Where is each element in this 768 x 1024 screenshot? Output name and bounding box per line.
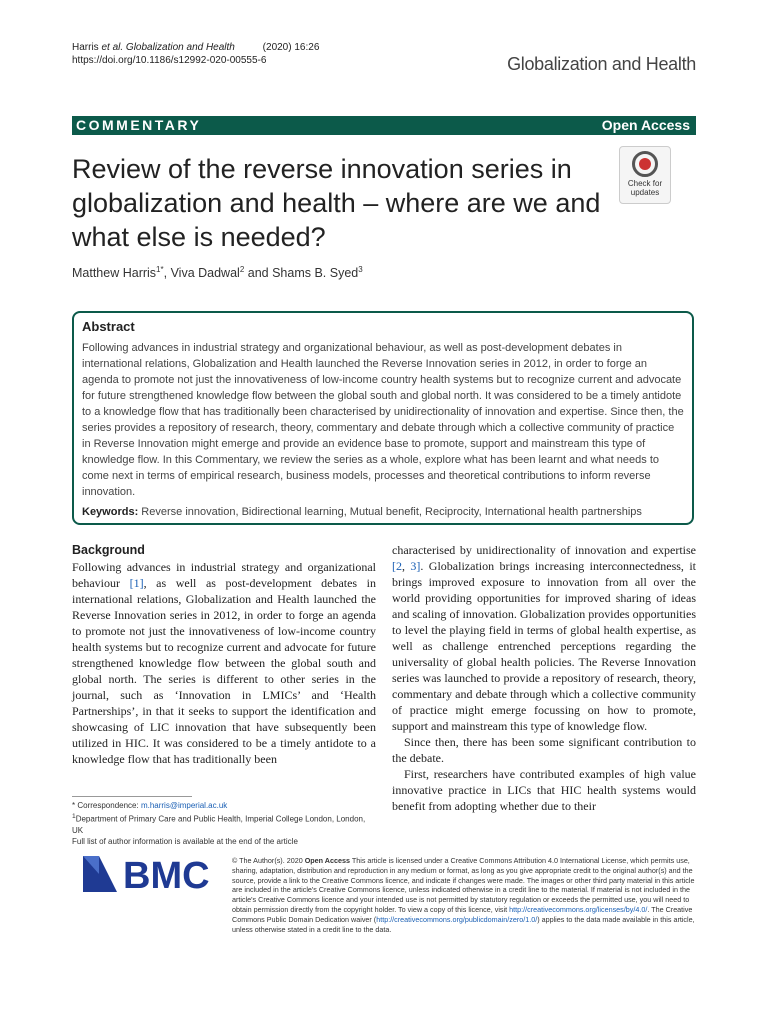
author-2-affil: 2 [239,265,245,274]
doi-link[interactable]: https://doi.org/10.1186/s12992-020-00555-6 [72,55,267,66]
author-2[interactable]: Viva Dadwal [170,266,240,281]
citation-authors: Harris [72,42,102,53]
license-text [232,856,702,934]
body-column-right [392,542,696,814]
check-updates-line2: updates [630,188,660,197]
reference-link[interactable]: [2 [392,559,402,573]
article-title: Review of the reverse innovation series in globalization and health – where are we and what else is needed? [72,154,601,252]
bmc-logo-text: BMC [123,855,210,894]
body-text: . Globalization brings increasing interconnectedness, it brings improved exposure to innovation from all over the world providing opportunities for improved sharing of ideas and scaling of innovation. Globalization provides opportunities to level the playing field in terms of global health expertise, as well as challenge entrenched perceptions regarding the universality of global health policies. The Reverse Innovation series was launched to provide a repository of research, theory, commentary and debate through which a collective community of practice might emerge focussing on how to promote, support and mainstream this type of knowledge flow. [392,559,697,733]
body-text: Following advances in industrial strategy and organizational behaviour [72,560,376,590]
footnotes [72,800,372,847]
keywords [82,506,684,518]
body-column-left [72,542,376,767]
body-paragraph: First, researchers have contributed examples of high value innovative practice in LICs that HIC health systems would benefit from adopting whether due to their [392,767,696,813]
affiliation-text: Department of Primary Care and Public Health, Imperial College London, London, UK [72,814,366,835]
citation-journal: et al. Globalization and Health [101,42,235,53]
correspondence-label: * Correspondence: [72,801,141,810]
check-updates-line1: Check for [627,179,663,188]
license-text-part: ) applies to the data made available in this article, unless otherwise stated in a credit line to the data. [232,914,695,934]
affiliation-number: 1 [72,813,76,820]
abstract-heading: Abstract [82,319,135,334]
author-3-affil: 3 [358,265,363,274]
check-updates-icon [632,151,658,177]
license-open-access: Open Access [304,856,350,865]
bmc-logo [83,854,217,894]
author-1[interactable]: Matthew Harris [72,266,157,281]
author-3[interactable]: Shams B. Syed [272,266,359,281]
license-link-by[interactable]: http://creativecommons.org/licenses/by/4.0/ [509,904,648,914]
correspondence-note [72,800,372,811]
author-separator: , [163,266,171,281]
background-heading: Background [72,543,145,557]
abstract-text: Following advances in industrial strategy and organizational behaviour, as well as post-development debates in international relations, Globalization and Health launched the Reverse Innovation series in 2012, in order to forge an agenda to promote not just the innovativeness of low-income country health systems but to recognize current and advocate for future strengthened knowledge flow between the global south and global north. It was considered to be a timely antidote to a knowledge flow that has traditionally been characterised by unidirectionality of innovation and expertise. Since then, the series provides a repository of research, theory, commentary and debate through which a collective community of practice in Reverse Innovation might emerge and provide an evidence base to promote, support and mainstream this type of knowledge flow. In this Commentary, we review the series as a whole, explore what has been learnt and what needs to come next in terms of empirical research, business models, processes and theoretical contributions to inform reverse innovation. [82,342,684,498]
footnote-divider [72,796,192,797]
body-paragraph [72,559,376,767]
affiliation-note [72,811,372,836]
citation-line [72,41,319,54]
body-paragraph [392,542,696,734]
body-paragraph: Since then, there has been some significant contribution to the debate. [392,735,696,765]
body-text: , as well as post-development debates in international relations, Globalization and Health launched the Reverse Innovation series in 2012, in order to forge an agenda to promote not just the innovativeness of low-income country health systems but to recognize current and advocate for future strengthened knowledge flow between the global south and global north. The series is different to other series in the journal, such as ‘Innovation in LMICs’ and ‘Health Partnerships’, in that it seeks to support the identification and showcasing of LIC innovation that have subsequently been utilized in HIC. It was considered to be a timely antidote to a knowledge flow that has traditionally been [72,576,377,766]
open-access-label: Open Access [601,117,690,133]
article-type-banner [72,116,696,135]
license-text-part: © The Author(s). 2020 [232,856,305,865]
author-list [72,265,363,280]
license-text-part: . The Creative Commons Public Domain Dedication waiver ( [232,904,693,924]
reference-link[interactable]: [1] [129,576,144,590]
author-separator: and [244,266,273,281]
reference-link[interactable]: 3] [410,559,421,573]
check-for-updates-button[interactable] [619,146,671,204]
article-type-label: COMMENTARY [76,117,202,133]
license-text-part: This article is licensed under a Creative Commons Attribution 4.0 International License, which permits use, sharing, adaptation, distribution and reproduction in any medium or format, as long as you give appropriate credit to the original author(s) and the source, provide a link to the Creative Commons licence, and indicate if changes were made. The images or other third party material in this article are included in the article's Creative Commons licence, unless indicated otherwise in a credit line to the material. If material is not included in the article's Creative Commons licence and your intended use is not permitted by statutory regulation or exceeds the permitted use, you will need to obtain permission directly from the copyright holder. To view a copy of this licence, visit [232,856,695,914]
keywords-label: Keywords: [82,506,139,518]
keywords-list: Reverse innovation, Bidirectional learning, Mutual benefit, Reciprocity, International health partnerships [138,506,642,518]
journal-name: Globalization and Health [507,54,696,74]
body-text: characterised by unidirectionality of innovation and expertise [392,543,696,557]
correspondence-email[interactable]: m.harris@imperial.ac.uk [140,801,228,810]
license-link-zero[interactable]: http://creativecommons.org/publicdomain/zero/1.0/ [376,914,538,924]
citation-header [72,41,319,67]
abstract-box [72,311,694,525]
author-1-affil: 1* [156,265,164,274]
author-info-note: Full list of author information is available at the end of the article [72,836,298,846]
citation-year: (2020) 16:26 [262,42,320,53]
body-text: , [402,559,411,573]
